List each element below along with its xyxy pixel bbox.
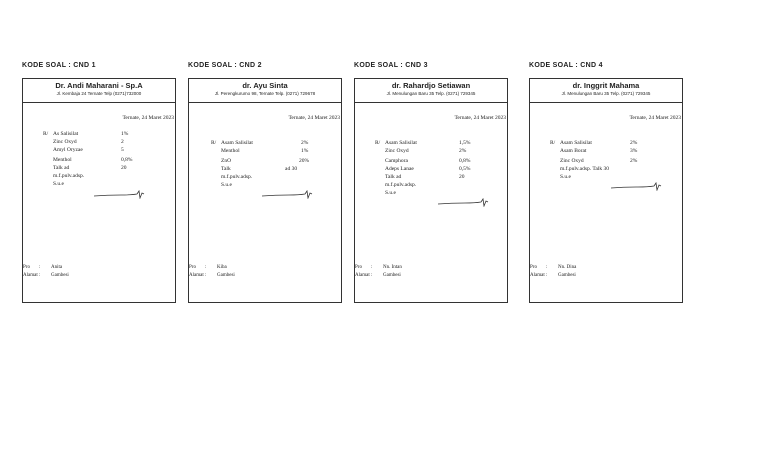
card-1-item-4-name: Menthol xyxy=(53,157,72,163)
card-3-address: Jl. Menulungan Baru 35 Telp. (0271) 729345 xyxy=(386,91,476,96)
card-3-signature xyxy=(437,197,489,207)
card-2-address: Jl. Perengkurumo 98, Ternate Telp. (0271) 729678 xyxy=(214,91,316,96)
card-1-recipe-symbol: R/ xyxy=(43,131,49,137)
card-2-item-3-qty: 20% xyxy=(299,158,310,164)
card-3-item-2-name: Zinc Oxyd xyxy=(385,148,409,154)
card-1-pro-label: Pro xyxy=(23,265,30,270)
card-3-item-5-qty: 20 xyxy=(459,174,465,180)
card-3-item-3-name: Camphora xyxy=(385,158,408,164)
card-1-header xyxy=(23,79,175,103)
card-4-item-1-qty: 2% xyxy=(630,140,638,146)
card-4-signature xyxy=(610,181,662,191)
card-1-date: Ternate, 24 Maret 2023 xyxy=(122,115,174,121)
card-3-item-7-name: S.u.e xyxy=(385,190,396,196)
card-1-pro-colon: : xyxy=(39,265,41,270)
card-1-item-3-qty: 5 xyxy=(121,147,124,153)
card-2-item-5-name: m.f.pulv.adsp. xyxy=(221,174,253,180)
card-1-alamat-label: Alamat xyxy=(23,273,38,278)
card-1-address: Jl. Kembaja 24 Ternate Telp (0271)732000 xyxy=(56,91,142,96)
prescription-card-1 xyxy=(22,78,176,303)
card-3-item-1-qty: 1,5% xyxy=(459,140,471,146)
card-4-pro-colon: : xyxy=(546,265,548,270)
card-3-pro-line xyxy=(355,265,402,270)
card-1-item-5-name: Talk ad xyxy=(53,165,70,171)
card-2-pro-colon: : xyxy=(205,265,207,270)
card-4-pro-line xyxy=(530,265,576,270)
card-4-item-2-qty: 3% xyxy=(630,148,638,154)
card-1-item-1-qty: 1% xyxy=(121,131,129,137)
card-3-pro-value: Nn. Intan xyxy=(383,265,402,270)
card-4-item-3-qty: 2% xyxy=(630,158,638,164)
card-2-code: KODE SOAL : CND 2 xyxy=(188,62,262,69)
card-3-date: Ternate, 24 Maret 2023 xyxy=(454,115,506,121)
card-4-item-3-name: Zinc Oxyd xyxy=(560,158,584,164)
card-3-item-1-name: Asam Salisilat xyxy=(385,140,417,146)
card-1-item-2-qty: 2 xyxy=(121,139,124,145)
card-4-doctor-name: dr. Inggrit Mahama xyxy=(572,81,640,90)
card-4-item-5-name: S.u.e xyxy=(560,174,571,180)
card-3-alamat-colon: : xyxy=(371,273,373,278)
prescription-card-2 xyxy=(188,78,342,303)
card-4-item-2-name: Asam Borat xyxy=(560,148,587,154)
card-2-alamat-value: Gambesi xyxy=(217,273,235,278)
card-1-item-6-name: m.f.pulv.adsp. xyxy=(53,173,85,179)
card-4-recipe-symbol: R/ xyxy=(550,140,556,146)
card-2-recipe-symbol: R/ xyxy=(211,140,217,146)
card-1-item-2-name: Zinc Oxyd xyxy=(53,139,77,145)
card-2-item-1-qty: 2% xyxy=(301,140,309,146)
card-3-item-6-name: m.f.pulv.adsp. xyxy=(385,182,417,188)
card-2-alamat-line xyxy=(189,273,235,278)
card-4-alamat-colon: : xyxy=(546,273,548,278)
card-2-item-4-qty: ad 30 xyxy=(285,166,298,172)
card-3-item-3-qty: 0,8% xyxy=(459,158,471,164)
card-1-item-4-qty: 0,8% xyxy=(121,157,133,163)
card-3-code: KODE SOAL : CND 3 xyxy=(354,62,428,69)
card-1-item-1-name: As Salisilat xyxy=(53,131,79,137)
card-2-item-3-name: ZnO xyxy=(221,158,232,164)
card-4-item-4-name: m.f.pulv.adsp. Talk 30 xyxy=(560,166,609,172)
card-4-pro-value: Nn. Dina xyxy=(558,265,577,270)
card-4-date: Ternate, 24 Maret 2023 xyxy=(629,115,681,121)
card-2-alamat-label: Alamat xyxy=(189,273,204,278)
card-1-code: KODE SOAL : CND 1 xyxy=(22,62,96,69)
card-2-item-6-name: S.u.e xyxy=(221,182,232,188)
card-1-item-3-name: Amyl Oryzae xyxy=(53,147,83,153)
card-4-alamat-line xyxy=(530,273,576,278)
prescription-card-4 xyxy=(529,78,683,303)
card-2-pro-line xyxy=(189,265,227,270)
card-1-pro-value: Anita xyxy=(51,265,63,270)
card-1-alamat-colon: : xyxy=(39,273,41,278)
card-3-doctor-name: dr. Rahardjo Setiawan xyxy=(391,81,471,90)
card-3-pro-colon: : xyxy=(371,265,373,270)
card-2-signature xyxy=(261,189,313,199)
card-3-item-5-name: Talk ad xyxy=(385,174,402,180)
card-1-signature xyxy=(93,189,145,199)
card-1-doctor-name: Dr. Andi Maharani - Sp.A xyxy=(55,81,143,90)
card-2-item-4-name: Talk xyxy=(221,166,231,172)
card-2-item-1-name: Asam Salisilat xyxy=(221,140,253,146)
card-2-item-2-qty: 1% xyxy=(301,148,309,154)
card-3-alamat-label: Alamat xyxy=(355,273,370,278)
card-4-code: KODE SOAL : CND 4 xyxy=(529,62,603,69)
card-3-recipe-symbol: R/ xyxy=(375,140,381,146)
card-2-header xyxy=(189,79,341,103)
card-3-item-2-qty: 2% xyxy=(459,148,467,154)
card-4-alamat-label: Alamat xyxy=(530,273,545,278)
card-2-alamat-colon: : xyxy=(205,273,207,278)
card-3-alamat-line xyxy=(355,273,401,278)
card-3-item-4-qty: 0,5% xyxy=(459,166,471,172)
card-1-alamat-line xyxy=(23,273,69,278)
card-1-pro-line xyxy=(23,265,62,270)
card-2-date: Ternate, 24 Maret 2023 xyxy=(288,115,340,121)
card-2-item-2-name: Menthol xyxy=(221,148,240,154)
card-3-item-4-name: Adeps Lanae xyxy=(385,166,414,172)
card-2-pro-value: Kiba xyxy=(217,265,227,270)
card-2-doctor-name: dr. Ayu Sinta xyxy=(242,81,288,90)
card-3-header xyxy=(355,79,507,103)
card-4-address: Jl. Menulungan Baru 35 Telp. (0271) 729345 xyxy=(561,91,651,96)
card-4-alamat-value: Gambesi xyxy=(558,273,576,278)
card-1-alamat-value: Gambesi xyxy=(51,273,69,278)
card-1-item-5-qty: 20 xyxy=(121,165,127,171)
card-4-pro-label: Pro xyxy=(530,265,537,270)
card-4-item-1-name: Asam Salisilat xyxy=(560,140,592,146)
prescription-card-3 xyxy=(354,78,508,303)
card-4-header xyxy=(530,79,682,103)
card-1-item-7-name: S.u.e xyxy=(53,181,64,187)
card-3-alamat-value: Gambesi xyxy=(383,273,401,278)
card-2-pro-label: Pro xyxy=(189,265,196,270)
card-3-pro-label: Pro xyxy=(355,265,362,270)
